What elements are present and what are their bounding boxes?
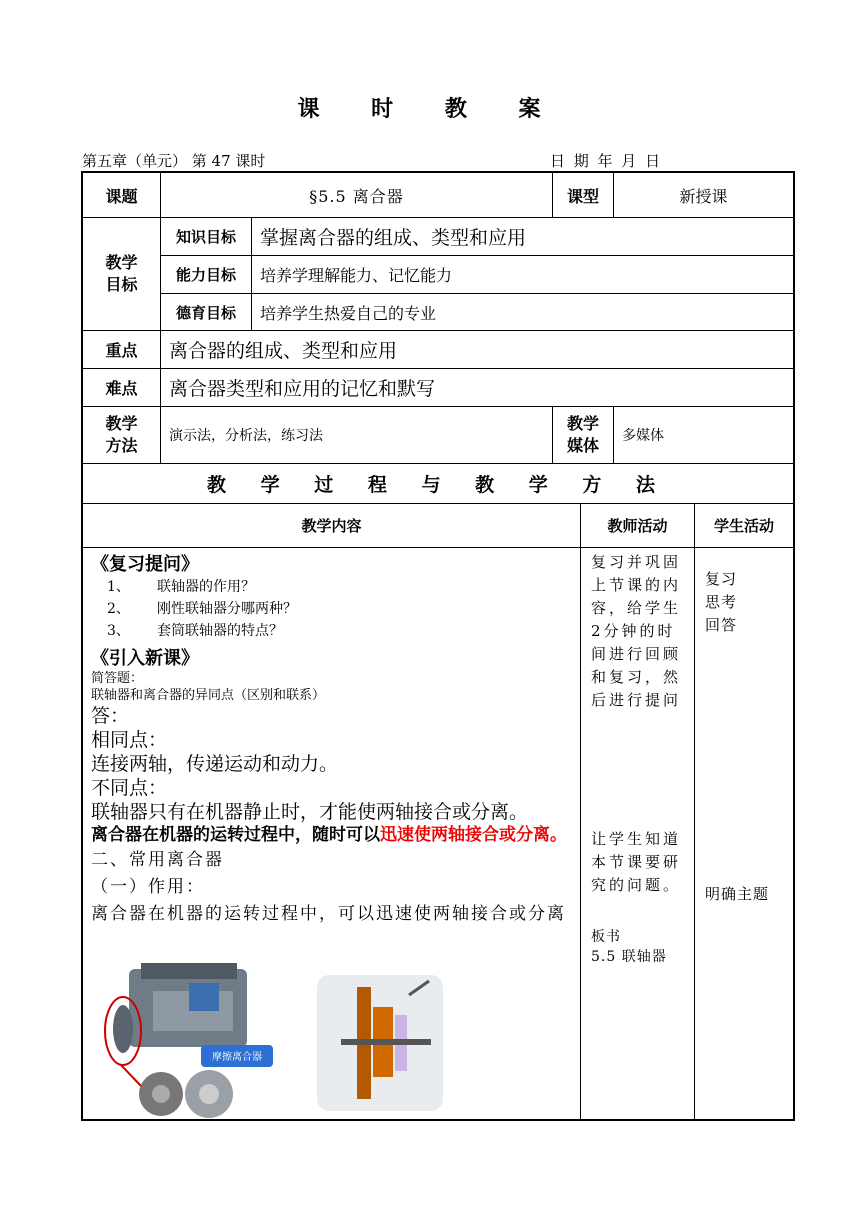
review-question: 1、 联轴器的作用？ <box>107 579 255 595</box>
teacher-activity-2: 让学生知道本节课要研究的问题。 <box>591 830 682 894</box>
page-title: 课 时 教 案 <box>297 96 563 122</box>
difficulty-label: 难点 <box>105 379 138 398</box>
content-column <box>83 548 580 1121</box>
short-question-label: 简答题： <box>91 671 144 686</box>
teacher-board-label: 板书 <box>591 929 621 945</box>
objectives-label: 教学目标 <box>105 253 138 294</box>
student-activity-column <box>695 548 793 1121</box>
method-value: 演示法，分析法，练习法 <box>169 428 323 444</box>
objective-ability-label: 能力目标 <box>175 266 236 284</box>
lesson-table <box>81 171 795 1121</box>
short-question: 联轴器和离合器的异同点（区别和联系） <box>91 688 326 703</box>
objective-ability-value: 培养学理解能力、记忆能力 <box>260 266 453 285</box>
header-line <box>82 150 794 171</box>
student-activity-line: 回答 <box>705 616 738 634</box>
difficulty-value: 离合器类型和应用的记忆和默写 <box>169 378 436 400</box>
topic-label: 课题 <box>105 186 138 206</box>
diff-label: 不同点： <box>91 777 168 799</box>
review-question: 2、 刚性联轴器分哪两种？ <box>107 601 297 617</box>
section-2-title: 二、常用离合器 <box>91 850 224 870</box>
same-text: 连接两轴，传递运动和动力。 <box>91 753 339 775</box>
review-title: 《复习提问》 <box>91 554 199 575</box>
topic-value: §5.5 离合器 <box>309 186 404 206</box>
student-theme: 明确主题 <box>705 885 770 903</box>
diff-text-2: 离合器在机器的运转过程中，随时可以迅速使两轴接合或分离。 <box>91 825 567 845</box>
type-value: 新授课 <box>679 186 728 206</box>
media-label: 教学媒体 <box>566 414 599 455</box>
teacher-activity-1: 复习并巩固上节课的内容，给学生2分钟的时间进行回顾和复习，然后进行提问 <box>591 553 682 709</box>
method-label: 教学方法 <box>105 414 138 455</box>
col-header-student: 学生活动 <box>713 517 774 535</box>
student-activity-line: 思考 <box>705 593 738 611</box>
image-label: 摩擦离合器 <box>212 1052 262 1063</box>
date-field: 日 期 年 月 日 <box>550 152 663 170</box>
subsection-1-title: （一）作用： <box>91 877 205 897</box>
col-header-teacher: 教师活动 <box>607 517 668 535</box>
objective-moral-value: 培养学生热爱自己的专业 <box>260 303 437 323</box>
objective-knowledge-label: 知识目标 <box>175 228 236 246</box>
intro-title: 《引入新课》 <box>91 648 199 669</box>
same-label: 相同点： <box>91 729 168 751</box>
function-text: 离合器在机器的运转过程中，可以迅速使两轴接合或分离 <box>91 904 566 924</box>
review-question: 3、 套筒联轴器的特点？ <box>107 623 283 639</box>
teacher-activity-column <box>581 548 694 1121</box>
type-label: 课型 <box>566 186 599 206</box>
answer-label: 答： <box>91 705 130 727</box>
objective-moral-label: 德育目标 <box>175 303 236 322</box>
objective-knowledge-value: 掌握离合器的组成、类型和应用 <box>260 227 527 249</box>
keypoint-label: 重点 <box>105 341 138 360</box>
col-header-content: 教学内容 <box>301 517 362 535</box>
diff-text-1: 联轴器只有在机器静止时，才能使两轴接合或分离。 <box>91 801 529 823</box>
clutch-diagram-image <box>317 975 443 1111</box>
keypoint-value: 离合器的组成、类型和应用 <box>169 340 398 362</box>
chapter-info: 第五章（单元） 第 47 课时 <box>82 152 266 170</box>
process-title: 教 学 过 程 与 教 学 方 法 <box>207 474 669 496</box>
media-value: 多媒体 <box>622 428 664 444</box>
student-activity-line: 复习 <box>705 570 738 588</box>
teacher-board-text: 5.5 联轴器 <box>591 949 667 965</box>
engine-clutch-image <box>101 961 301 1121</box>
